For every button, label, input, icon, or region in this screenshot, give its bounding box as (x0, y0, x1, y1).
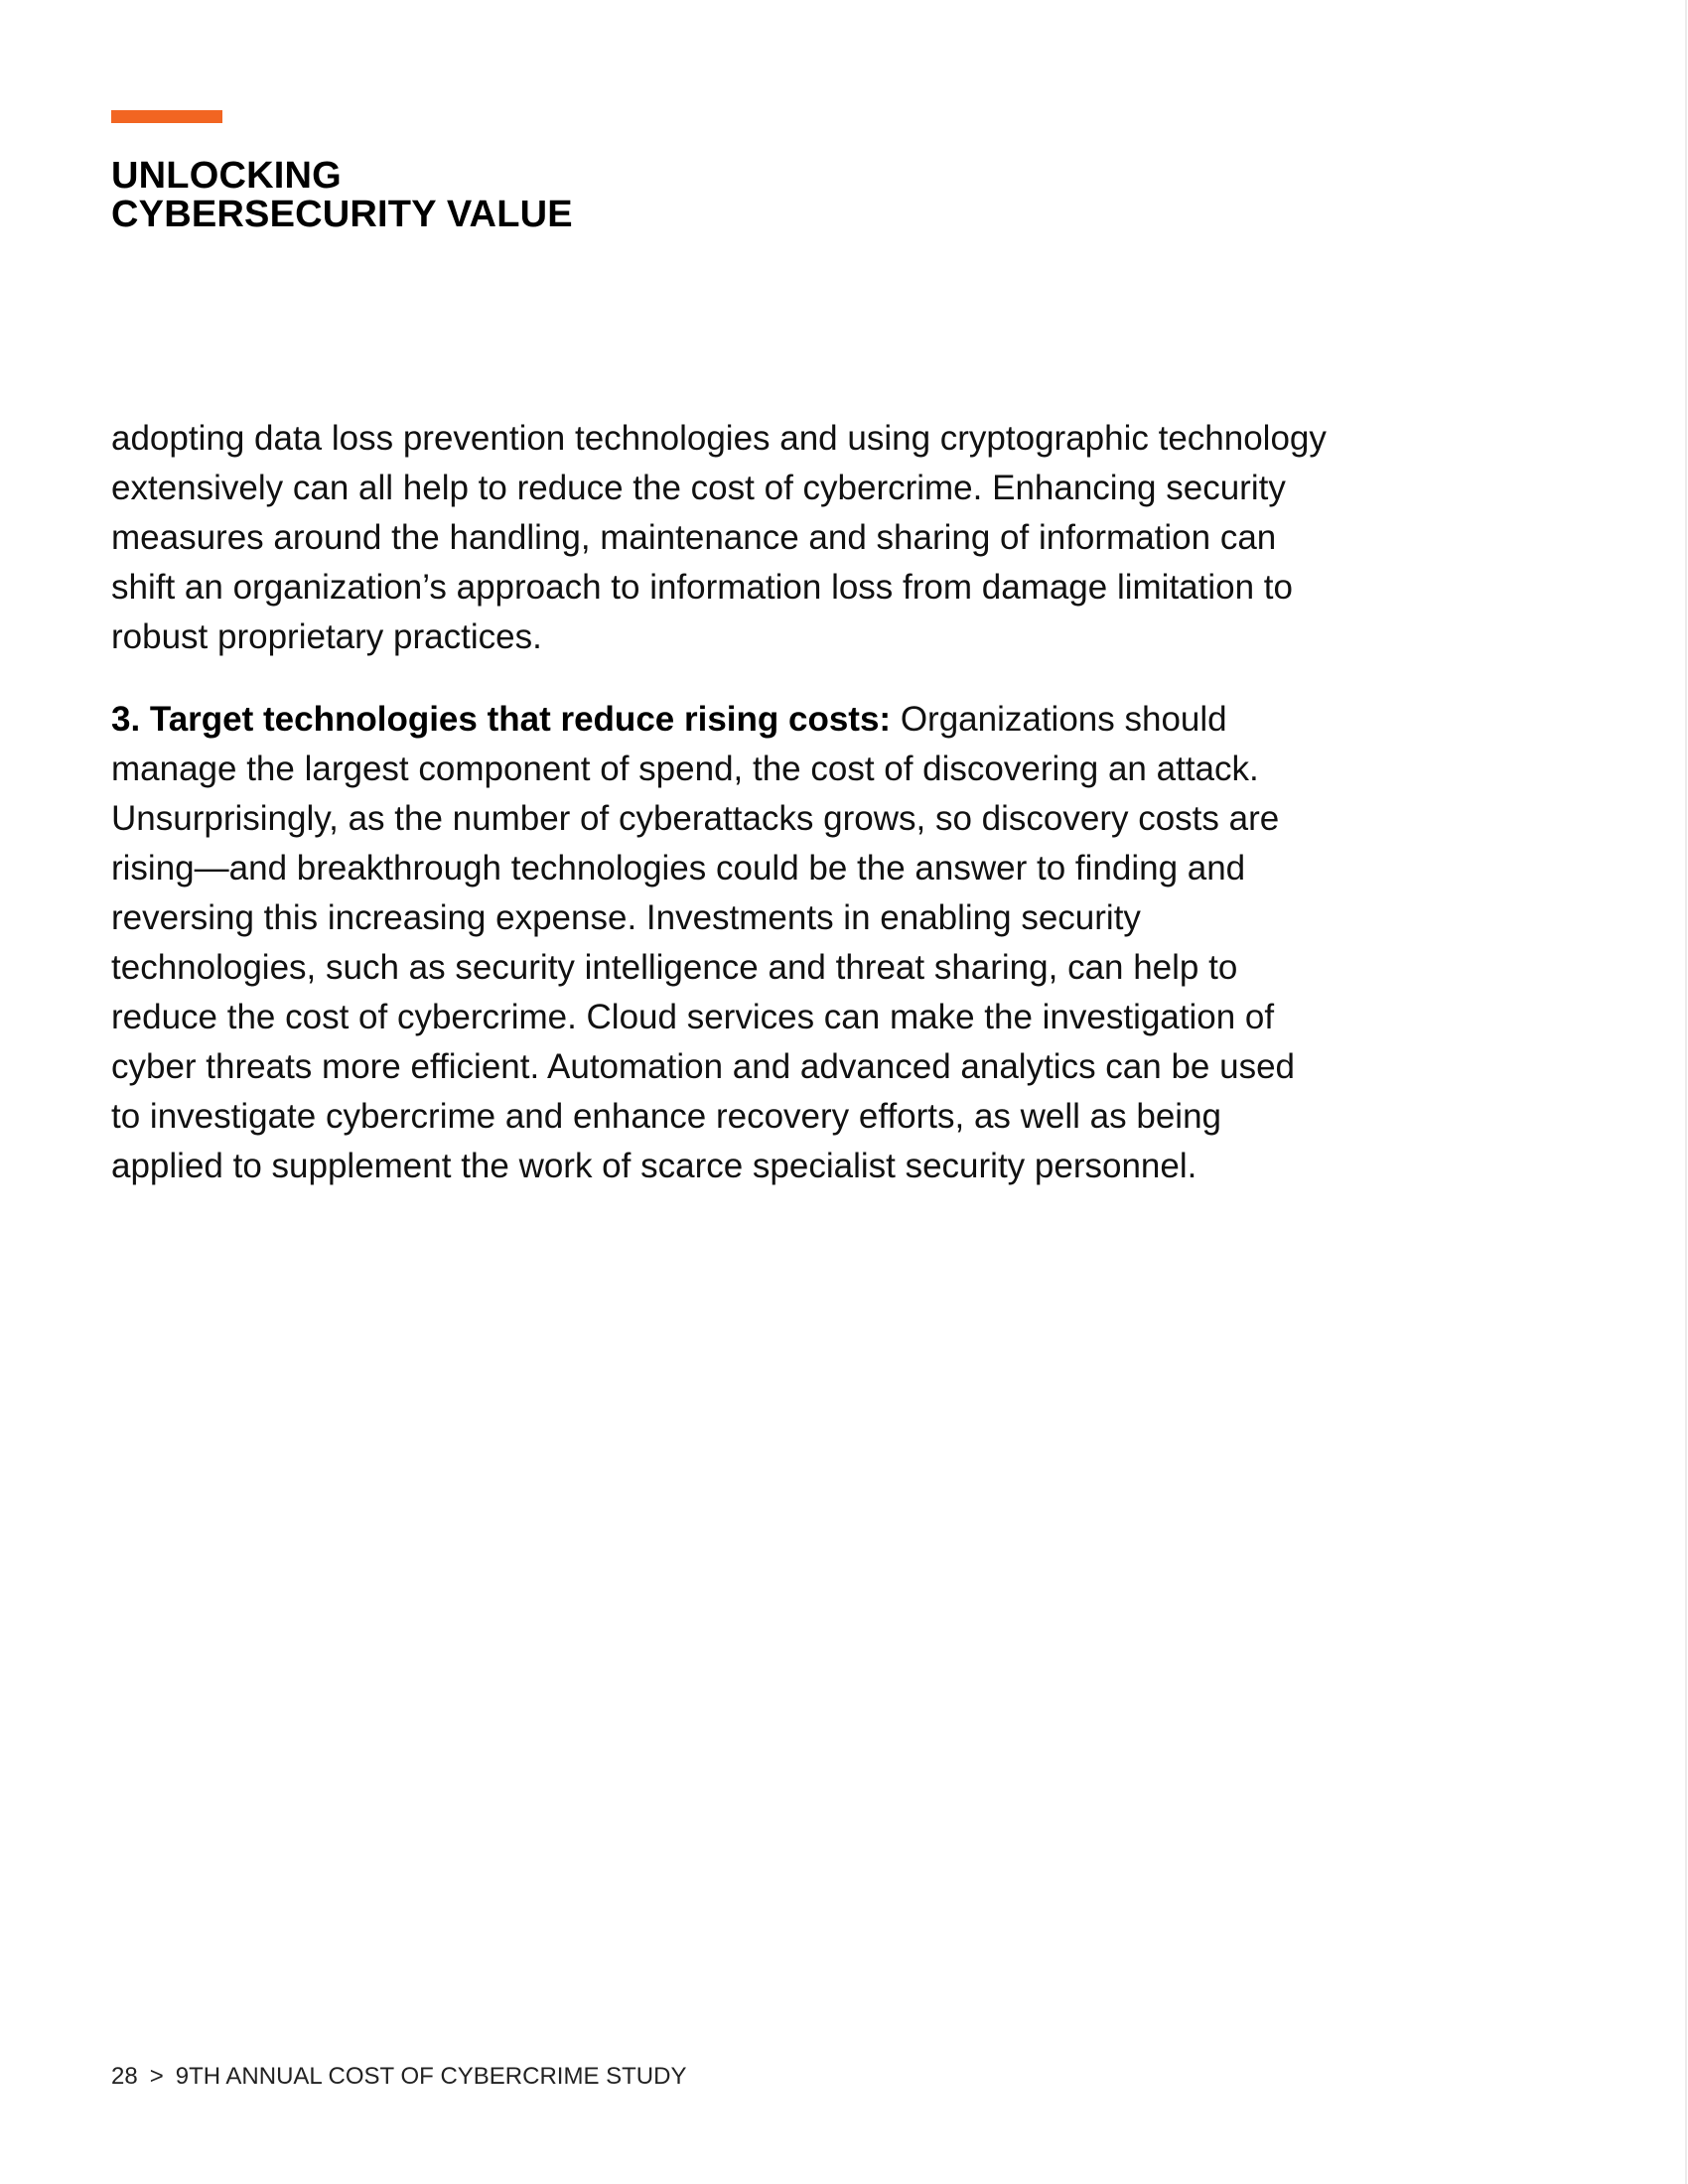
page-number: 28 (111, 2063, 138, 2090)
page-footer (111, 2062, 686, 2092)
footer-separator: > (149, 2063, 164, 2090)
section-title-line-2: CYBERSECURITY VALUE (111, 194, 573, 235)
paragraph-2-text: Organizations should manage the largest component of spend, the cost of discovering an attack. Unsurprisingly, as the number of cyberattacks grows, so discovery costs are rising—and breakthrough technologies could be the answer to finding and reversing this increasing expense. Investments in enabling security technologies, such as security intelligence and threat sharing, can help to reduce the cost of cybercrime. Cloud services can make the investigation of cyber threats more efficient. Automation and advanced analytics can be used to investigate cybercrime and enhance recovery efforts, as well as being applied to supplement the work of scarce specialist security personnel. (111, 700, 1296, 1185)
section-title (111, 157, 573, 234)
page-edge (1685, 0, 1687, 2184)
body-paragraph-2 (111, 695, 1333, 1191)
section-title-line-1: UNLOCKING (111, 155, 342, 197)
paragraph-2-heading: 3. Target technologies that reduce rising costs: (111, 700, 892, 739)
body-paragraph-1: adopting data loss prevention technologies and using cryptographic technology extensively can all help to reduce the cost of cybercrime. Enhancing security measures around the handling, maintenance and sharing of information can shift an organization’s approach to information loss from damage limitation to robust proprietary practices. (111, 419, 1327, 656)
footer-document-title: 9TH ANNUAL COST OF CYBERCRIME STUDY (175, 2063, 687, 2090)
accent-bar (111, 110, 222, 123)
